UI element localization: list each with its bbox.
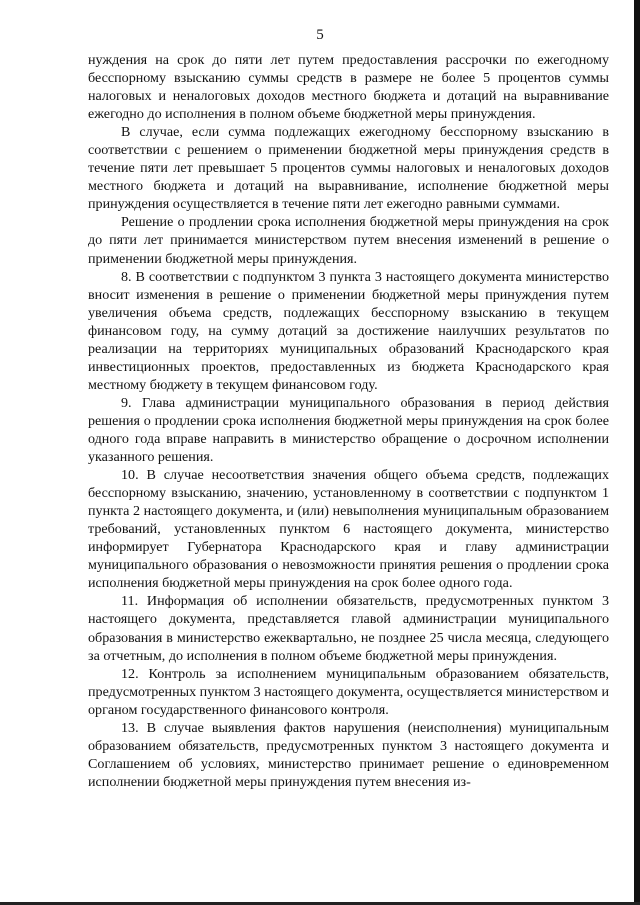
paragraph-item-10: 10. В случае несоответствия значения общего объема средств, подлежащих бесспорному взысканию, значению, установленному в соответствии с подпунктом 1 пункта 2 настоящего документа, и (или) невыполнения муниципальным образованием требований, установленных пунктом 6 настоящего документа, министерство информирует Губернатора Краснодарского края и главу администрации муниципального образования о невозможности принятия решения о продлении срока исполнения бюджетной меры принуждения на срок более одного года. xyxy=(88,467,609,592)
scan-right-edge xyxy=(634,0,640,905)
paragraph-installment-case: В случае, если сумма подлежащих ежегодному бесспорному взысканию в соответствии с решением о применении бюджетной меры принуждения средств в течение пяти лет превышает 5 процентов суммы налоговых и неналоговых доходов местного бюджета и дотаций на выравнивание, исполнение бюджетной меры принуждения осуществляется в течение пяти лет ежегодно равными суммами. xyxy=(88,124,609,213)
paragraph-extension-decision: Решение о продлении срока исполнения бюджетной меры принуждения на срок до пяти лет принимается министерством путем внесения изменений в решение о применении бюджетной меры принуждения. xyxy=(88,214,609,267)
paragraph-item-8: 8. В соответствии с подпунктом 3 пункта 3 настоящего документа министерство вносит изменения в решение о применении бюджетной меры принуждения путем увеличения объема средств, подлежащих бесспорному взысканию в текущем финансовом году, на сумму дотаций за достижение наилучших результатов по реализации на территориях муниципальных образований Краснодарского края инвестиционных проектов, предоставленных из бюджета Краснодарского края местному бюджету в текущем финансовом году. xyxy=(88,268,609,393)
page-number: 5 xyxy=(316,27,324,43)
paragraph-item-12: 12. Контроль за исполнением муниципальным образованием обязательств, предусмотренных пунктом 3 настоящего документа, осуществляется министерством и органом государственного финансового контроля. xyxy=(88,665,609,718)
paragraph-item-11: 11. Информация об исполнении обязательств, предусмотренных пунктом 3 настоящего документа, представляется главой администрации муниципального образования в министерство ежеквартально, не позднее 25 числа месяца, следующего за отчетным, до исполнения в полном объеме бюджетной меры принуждения. xyxy=(88,593,609,664)
paragraph-continuation: нуждения на срок до пяти лет путем предоставления рассрочки по ежегодному бесспорному взысканию суммы средств в размере не более 5 процентов суммы налоговых и неналоговых доходов местного бюджета и дотаций на выравнивание ежегодно до исполнения в полном объеме бюджетной меры принуждения. xyxy=(88,52,609,123)
paragraph-item-13: 13. В случае выявления фактов нарушения (неисполнения) муниципальным образованием обязательств, предусмотренных пунктом 3 настоящего документа и Соглашением об условиях, министерство принимает решение о единовременном исполнении бюджетной меры принуждения путем внесения из- xyxy=(88,719,609,790)
paragraph-item-9: 9. Глава администрации муниципального образования в период действия решения о продлении срока исполнения бюджетной меры принуждения на срок более одного года вправе направить в министерство обращение о досрочном исполнении указанного решения. xyxy=(88,394,609,466)
document-body xyxy=(88,51,609,791)
